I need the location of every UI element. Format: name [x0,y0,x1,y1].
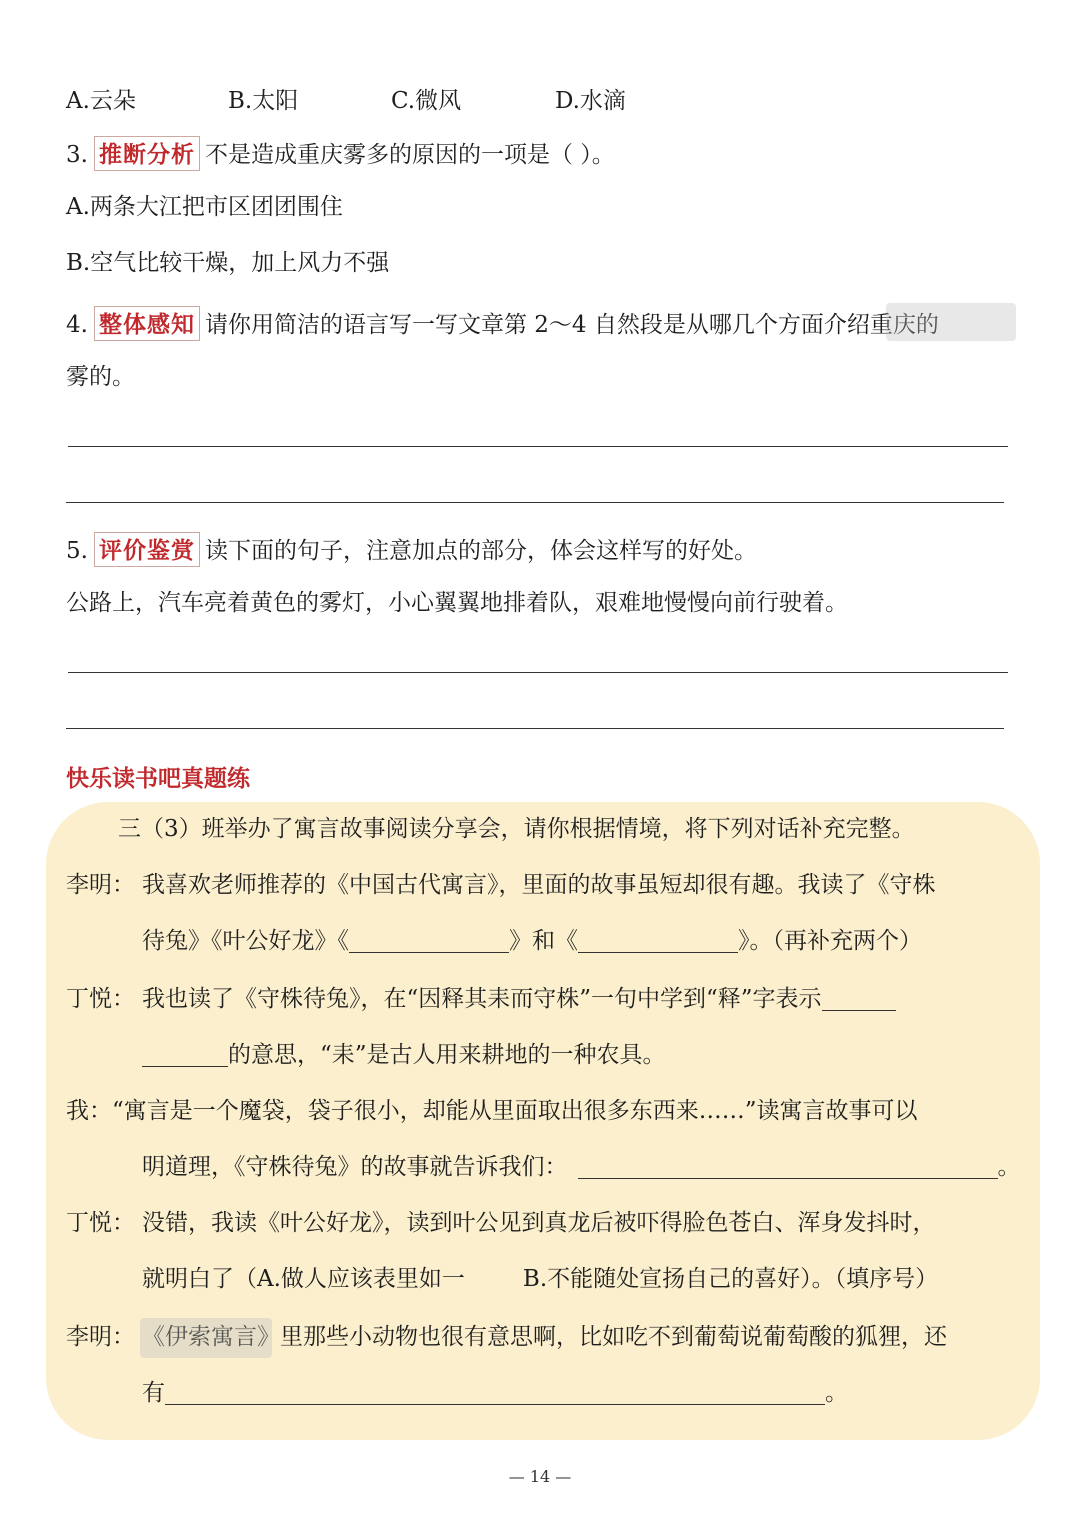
dialogue-text: 我喜欢老师推荐的《中国古代寓言》，里面的故事虽短却很有趣。我读了《守株 [142,872,936,898]
answer-line[interactable] [68,446,1008,447]
skill-tag: 评价鉴赏 [94,532,200,567]
page-number: — 14 — [508,1467,572,1486]
blank-field[interactable] [165,1382,825,1405]
answer-line[interactable] [66,728,1004,729]
question-number: 3. [66,142,88,168]
speaker-name: 李明： [66,1324,135,1350]
question-number: 4. [66,312,88,338]
dialogue-text: “寓言是一个魔袋，袋子很小，却能从里面取出很多东西来……”读寓言故事可以 [112,1098,918,1124]
watermark [140,1318,272,1358]
section-title: 快乐读书吧真题练 [66,765,250,792]
dialogue-text: 明道理，《守株待兔》的故事就告诉我们： [142,1154,568,1180]
dialogue-text: 》。（再补充两个） [738,928,922,954]
option-b: B.太阳 [228,88,299,114]
choice-b: B.不能随处宣扬自己的喜好）。（填序号） [522,1266,939,1292]
q3-option-b: B.空气比较干燥，加上风力不强 [66,250,390,276]
dialogue-text: 没错，我读《叶公好龙》，读到叶公见到真龙后被吓得脸色苍白、浑身发抖时， [142,1210,936,1236]
question-4-continued: 雾的。 [66,364,135,390]
skill-tag: 推断分析 [94,136,200,171]
watermark [886,303,1016,341]
dialogue-line-1-continued [142,930,922,953]
dialogue-line-2-continued [142,1044,666,1067]
dialogue-text: 我也读了《守株待兔》，在“因释其耒而守株”一句中学到“释”字表示 [142,986,822,1012]
q3-option-a: A.两条大江把市区团团围住 [66,194,343,220]
dialogue-text: 待兔》《叶公好龙》《 [142,928,349,954]
blank-field[interactable] [578,930,738,953]
question-text: 不是造成重庆雾多的原因的一项是（ ）。 [204,142,615,168]
dialogue-line-3 [66,1100,918,1123]
dialogue-text: 》和《 [509,928,578,954]
dialogue-text: 的意思，“耒”是古人用来耕地的一种农具。 [228,1042,666,1068]
reading-intro: 三（3）班举办了寓言故事阅读分享会，请你根据情境，将下列对话补充完整。 [118,816,915,842]
dialogue-line-4 [66,1212,936,1235]
question-3 [66,136,615,171]
blank-field[interactable] [822,988,896,1011]
blank-field[interactable] [142,1044,228,1067]
answer-line[interactable] [68,672,1008,673]
question-text: 请你用简洁的语言写一写文章第 2～4 自然段是从哪几个方面介绍重庆的 [204,312,939,338]
dialogue-text: 。 [825,1380,848,1406]
speaker-name: 李明： [66,872,135,898]
question-text: 读下面的句子，注意加点的部分，体会这样写的好处。 [204,538,757,564]
option-c: C.微风 [391,88,462,114]
option-d: D.水滴 [555,88,626,114]
speaker-name: 丁悦： [66,986,135,1012]
dialogue-text: 有 [142,1380,165,1406]
speaker-name: 我： [66,1098,112,1124]
dialogue-text: 《伊索寓言》里那些小动物也很有意思啊，比如吃不到葡萄说葡萄酸的狐狸，还 [142,1324,947,1350]
blank-field[interactable] [578,1156,998,1179]
question-5 [66,532,757,567]
dialogue-line-4-continued [142,1268,938,1291]
q5-sentence: 公路上，汽车亮着黄色的雾灯，小心翼翼地排着队，艰难地慢慢向前行驶着。 [66,590,848,616]
skill-tag: 整体感知 [94,306,200,341]
dialogue-line-1 [66,874,936,897]
option-a: A.云朵 [66,88,136,114]
blank-field[interactable] [349,930,509,953]
answer-line[interactable] [66,502,1004,503]
dialogue-line-3-continued [142,1156,1021,1179]
question-4 [66,306,939,341]
dialogue-line-5-continued [142,1382,848,1405]
dialogue-line-2 [66,988,896,1011]
speaker-name: 丁悦： [66,1210,135,1236]
question-number: 5. [66,538,88,564]
choice-a: 就明白了（A.做人应该表里如一 [142,1266,465,1292]
dialogue-text: 。 [997,1154,1021,1180]
